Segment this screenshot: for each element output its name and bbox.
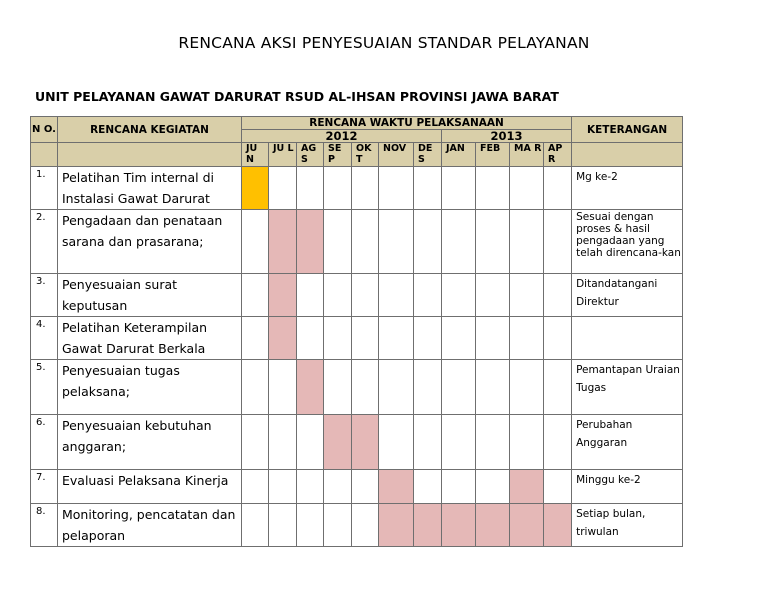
schedule-cell [324,317,352,360]
schedule-cell [414,167,442,210]
schedule-cell [297,274,324,317]
row-number: 2. [31,210,58,274]
schedule-cell [269,415,297,470]
schedule-cell [476,317,510,360]
table-row [31,360,683,415]
note-cell [572,317,683,360]
schedule-cell [476,470,510,504]
schedule-cell [352,274,379,317]
schedule-cell-marked [414,504,442,547]
schedule-cell-marked [544,504,572,547]
activity-line: pelaporan [62,528,126,543]
schedule-cell [352,360,379,415]
schedule-cell [379,210,414,274]
schedule-cell [510,360,544,415]
schedule-cell [476,274,510,317]
month-header: OK T [352,143,379,167]
table-row [31,167,683,210]
schedule-cell-marked [510,470,544,504]
schedule-cell-marked [352,415,379,470]
activity-cell [58,274,242,317]
row-number: 6. [31,415,58,470]
month-header: MA R [510,143,544,167]
schedule-cell [324,167,352,210]
schedule-cell [544,167,572,210]
header-year-2012: 2012 [242,130,442,143]
row-number: 8. [31,504,58,547]
note-cell: Minggu ke-2 [572,470,683,504]
schedule-cell [242,415,269,470]
header-notes: KETERANGAN [572,117,683,143]
schedule-cell [476,210,510,274]
schedule-cell [442,470,476,504]
schedule-cell [297,415,324,470]
row-number: 4. [31,317,58,360]
schedule-cell [544,317,572,360]
row-number: 5. [31,360,58,415]
schedule-cell [476,167,510,210]
table-row [31,210,683,274]
table-row [31,415,683,470]
schedule-cell [510,274,544,317]
table-row [31,470,683,504]
activity-line: Gawat Darurat Berkala [62,341,206,356]
schedule-cell-marked [324,415,352,470]
schedule-cell-marked [442,504,476,547]
header-activity: RENCANA KEGIATAN [58,117,242,143]
schedule-cell [324,470,352,504]
schedule-cell [352,504,379,547]
schedule-cell [324,210,352,274]
activity-cell [58,317,242,360]
table-row [31,504,683,547]
schedule-cell [352,470,379,504]
schedule-cell [242,274,269,317]
month-header: FEB [476,143,510,167]
schedule-cell-marked [476,504,510,547]
header-no: N O. [31,117,58,143]
schedule-cell-marked [297,360,324,415]
table-row [31,274,683,317]
month-header: DE S [414,143,442,167]
activity-line: Instalasi Gawat Darurat [62,191,210,206]
note-cell: Perubahan Anggaran [572,415,683,470]
schedule-cell [297,167,324,210]
header-blank-notes [572,143,683,167]
schedule-cell [414,317,442,360]
schedule-cell-marked [269,274,297,317]
schedule-cell [510,415,544,470]
activity-line: Pelatihan Tim internal di [62,170,214,185]
schedule-cell [442,274,476,317]
schedule-cell [442,167,476,210]
activity-line: Evaluasi Pelaksana Kinerja [62,473,229,488]
schedule-cell-marked [510,504,544,547]
schedule-cell-marked [242,167,269,210]
schedule-cell [242,360,269,415]
month-header: SE P [324,143,352,167]
row-number: 7. [31,470,58,504]
activity-line: sarana dan prasarana; [62,234,204,249]
schedule-cell [269,167,297,210]
schedule-cell [379,167,414,210]
row-number: 3. [31,274,58,317]
note-cell: Pemantapan Uraian Tugas [572,360,683,415]
header-timeline: RENCANA WAKTU PELAKSANAAN [242,117,572,130]
schedule-cell [352,210,379,274]
note-cell: Sesuai dengan proses & hasil pengadaan yang telah direncana-kan [572,210,683,274]
month-header: AP R [544,143,572,167]
activity-line: Pelatihan Keterampilan [62,320,208,335]
schedule-cell [544,274,572,317]
schedule-cell [414,210,442,274]
schedule-cell [379,360,414,415]
schedule-cell [442,415,476,470]
activity-line: Pengadaan dan penataan [62,213,223,228]
schedule-cell [324,504,352,547]
activity-line: Penyesuaian kebutuhan [62,418,212,433]
schedule-cell [414,470,442,504]
month-header: JU L [269,143,297,167]
schedule-cell [442,317,476,360]
activity-cell [58,210,242,274]
schedule-cell [242,317,269,360]
table-row [31,317,683,360]
schedule-cell [510,167,544,210]
month-header: AG S [297,143,324,167]
schedule-cell [476,360,510,415]
row-number: 1. [31,167,58,210]
activity-cell [58,470,242,504]
schedule-cell [510,317,544,360]
header-year-2013: 2013 [442,130,572,143]
schedule-cell-marked [297,210,324,274]
activity-cell [58,360,242,415]
schedule-cell [297,470,324,504]
schedule-cell [544,415,572,470]
schedule-cell [544,470,572,504]
schedule-cell [414,274,442,317]
activity-line: Penyesuaian tugas [62,363,180,378]
activity-line: Monitoring, pencatatan dan [62,507,236,522]
note-cell: Mg ke-2 [572,167,683,210]
activity-line: pelaksana; [62,384,130,399]
schedule-cell [269,470,297,504]
schedule-cell-marked [269,317,297,360]
schedule-cell [352,167,379,210]
schedule-cell [297,317,324,360]
note-cell: Ditandatangani Direktur [572,274,683,317]
schedule-cell [379,415,414,470]
month-header: JAN [442,143,476,167]
schedule-cell [352,317,379,360]
schedule-cell [324,274,352,317]
schedule-cell [414,360,442,415]
action-plan-table [30,116,683,547]
activity-line: Penyesuaian surat keputusan [62,277,178,313]
schedule-cell [269,360,297,415]
schedule-cell [414,415,442,470]
schedule-cell [269,504,297,547]
document-title: RENCANA AKSI PENYESUAIAN STANDAR PELAYANAN [178,34,590,52]
header-blank-activity [58,143,242,167]
activity-line: anggaran; [62,439,127,454]
schedule-cell [242,470,269,504]
schedule-cell-marked [379,470,414,504]
activity-cell [58,415,242,470]
schedule-cell [476,415,510,470]
schedule-cell-marked [269,210,297,274]
schedule-cell [297,504,324,547]
schedule-cell [379,317,414,360]
note-cell: Setiap bulan, triwulan [572,504,683,547]
header-blank-no [31,143,58,167]
schedule-cell [442,360,476,415]
unit-subtitle: UNIT PELAYANAN GAWAT DARURAT RSUD AL-IHSAN PROVINSI JAWA BARAT [35,89,559,104]
month-header: JU N [242,143,269,167]
schedule-cell [242,504,269,547]
schedule-cell [379,274,414,317]
month-header: NOV [379,143,414,167]
schedule-cell [544,360,572,415]
schedule-cell [544,210,572,274]
schedule-cell [442,210,476,274]
activity-cell [58,167,242,210]
schedule-cell [510,210,544,274]
schedule-cell [324,360,352,415]
activity-cell [58,504,242,547]
schedule-cell-marked [379,504,414,547]
schedule-cell [242,210,269,274]
